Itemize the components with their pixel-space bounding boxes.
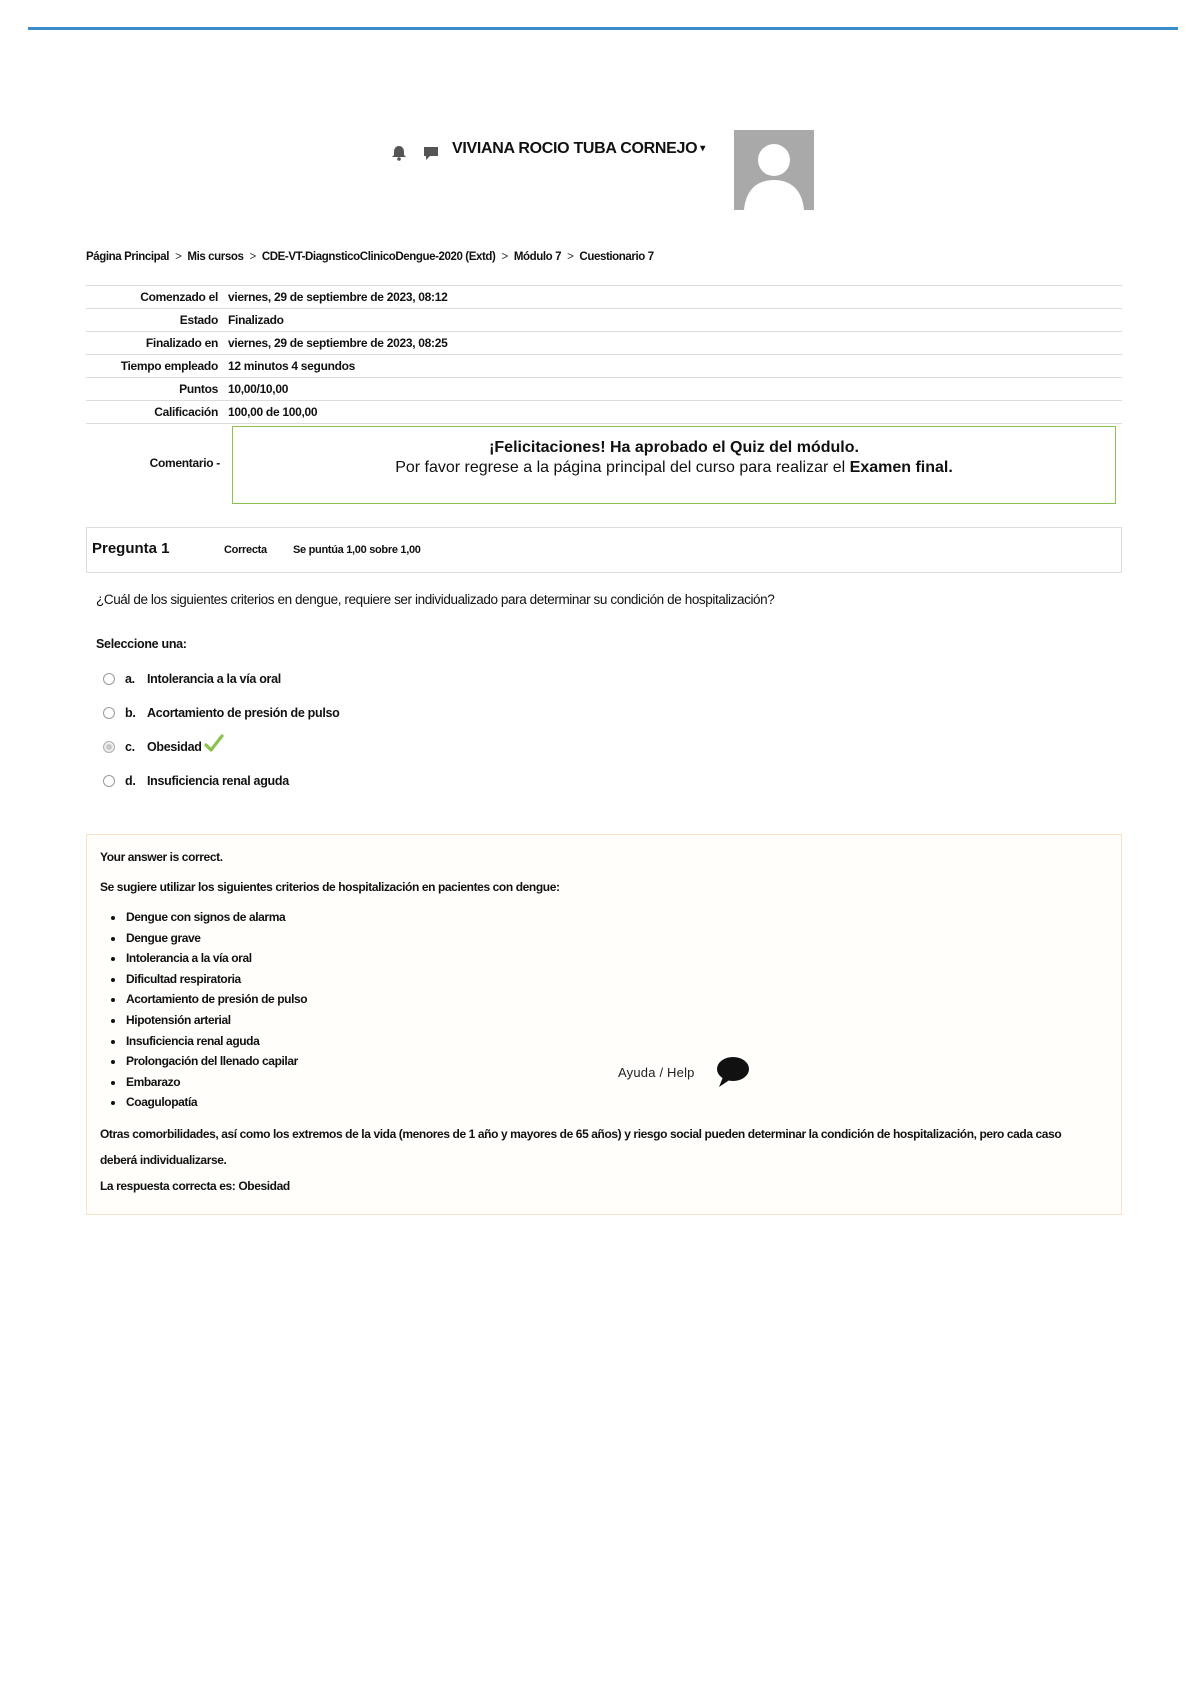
answer-option-d[interactable] [103, 764, 603, 798]
summary-label: Puntos [179, 382, 218, 396]
list-item: Dengue con signos de alarma [100, 907, 307, 928]
list-item: Prolongación del llenado capilar [100, 1051, 307, 1072]
summary-value: 12 minutos 4 segundos [228, 359, 356, 373]
user-menu-bar [0, 128, 1200, 212]
summary-value: 10,00/10,00 [228, 382, 289, 396]
question-info [86, 527, 1122, 573]
answer-options [103, 662, 603, 798]
question-number: Pregunta 1 [92, 540, 170, 557]
radio-button[interactable] [103, 775, 115, 787]
breadcrumb-item-course[interactable]: CDE-VT-DiagnsticoClinicoDengue-2020 (Extd) [261, 251, 496, 263]
chat-bubble-icon[interactable] [715, 1055, 751, 1089]
radio-button[interactable] [103, 673, 115, 685]
radio-button-selected[interactable] [103, 741, 115, 753]
right-answer: La respuesta correcta es: Obesidad [100, 1179, 290, 1193]
list-item: Coagulopatía [100, 1092, 307, 1113]
feedback-intro: Se sugiere utilizar los siguientes criterios de hospitalización en pacientes con dengue: [100, 880, 560, 894]
list-item: Hipotensión arterial [100, 1010, 307, 1031]
radio-button[interactable] [103, 707, 115, 719]
summary-row-grade [86, 401, 1122, 424]
breadcrumb-separator: > [249, 251, 256, 263]
answer-option-b[interactable] [103, 696, 603, 730]
user-menu-icons [390, 144, 440, 162]
chevron-down-icon: ▾ [700, 143, 705, 155]
summary-row-time-taken [86, 355, 1122, 378]
option-text: Obesidad [147, 740, 202, 754]
chat-icon[interactable] [422, 144, 440, 162]
summary-label: Estado [179, 313, 218, 327]
option-letter: a. [125, 672, 135, 686]
option-letter: d. [125, 774, 136, 788]
summary-row-finished [86, 332, 1122, 355]
list-item: Acortamiento de presión de pulso [100, 989, 307, 1010]
breadcrumb [86, 251, 654, 263]
summary-row-marks [86, 378, 1122, 401]
summary-row-state [86, 309, 1122, 332]
option-text: Acortamiento de presión de pulso [147, 706, 340, 720]
breadcrumb-item-my-courses[interactable]: Mis cursos [187, 251, 244, 263]
summary-value: viernes, 29 de septiembre de 2023, 08:12 [228, 290, 448, 304]
summary-value: Finalizado [228, 313, 284, 327]
list-item: Dengue grave [100, 928, 307, 949]
breadcrumb-item-module[interactable]: Módulo 7 [513, 251, 562, 263]
option-text: Intolerancia a la vía oral [147, 672, 281, 686]
breadcrumb-separator: > [175, 251, 182, 263]
question-grade: Se puntúa 1,00 sobre 1,00 [293, 544, 421, 556]
avatar[interactable] [734, 130, 814, 210]
select-one-label: Seleccione una: [96, 637, 187, 651]
comment-label: Comentario - [149, 456, 220, 470]
question-text: ¿Cuál de los siguientes criterios en dengue, requiere ser individualizado para determinar su condición de hospitalización? [96, 592, 775, 607]
summary-row-started [86, 286, 1122, 309]
summary-label: Finalizado en [145, 336, 218, 350]
answer-option-c[interactable] [103, 730, 603, 764]
correct-check-icon [204, 734, 224, 754]
list-item: Embarazo [100, 1072, 307, 1093]
help-widget[interactable] [618, 1055, 751, 1089]
feedback-paragraph: Otras comorbilidades, así como los extremos de la vida (menores de 1 año y mayores de 65 años) y riesgo social pueden determinar la condición de hospitalización, pero cada caso deberá individualizarse. [100, 1127, 1062, 1167]
feedback-box [86, 834, 1122, 1215]
option-letter: b. [125, 706, 136, 720]
breadcrumb-separator: > [567, 251, 574, 263]
option-letter: c. [125, 740, 135, 754]
avatar-placeholder-icon [734, 130, 814, 210]
answer-option-a[interactable] [103, 662, 603, 696]
top-accent-line [28, 27, 1178, 30]
list-item: Dificultad respiratoria [100, 969, 307, 990]
breadcrumb-item-quiz[interactable]: Cuestionario 7 [579, 251, 654, 263]
option-text: Insuficiencia renal aguda [147, 774, 289, 788]
summary-row-comment [86, 426, 1122, 504]
user-name: VIVIANA ROCIO TUBA CORNEJO [452, 140, 698, 157]
summary-label: Calificación [154, 405, 218, 419]
user-menu-toggle[interactable] [452, 140, 705, 158]
list-item: Insuficiencia renal aguda [100, 1031, 307, 1052]
attempt-summary-table [86, 285, 1122, 424]
summary-value: 100,00 de 100,00 [228, 405, 318, 419]
comment-final-exam: Examen final. [849, 459, 953, 476]
comment-instruction-text: Por favor regrese a la página principal del curso para realizar el [395, 459, 850, 476]
bell-icon[interactable] [390, 144, 408, 162]
breadcrumb-item-home[interactable]: Página Principal [86, 251, 170, 263]
comment-congrats: ¡Felicitaciones! Ha aprobado el Quiz del módulo. [489, 439, 859, 456]
summary-label: Tiempo empleado [120, 359, 218, 373]
feedback-correct: Your answer is correct. [100, 850, 223, 864]
comment-box [232, 426, 1116, 504]
question-state: Correcta [224, 544, 267, 556]
comment-instruction [233, 459, 1115, 477]
criteria-list [100, 907, 307, 1113]
list-item: Intolerancia a la vía oral [100, 948, 307, 969]
summary-label: Comenzado el [140, 290, 218, 304]
breadcrumb-separator: > [501, 251, 508, 263]
summary-value: viernes, 29 de septiembre de 2023, 08:25 [228, 336, 448, 350]
help-label[interactable]: Ayuda / Help [618, 1064, 695, 1080]
